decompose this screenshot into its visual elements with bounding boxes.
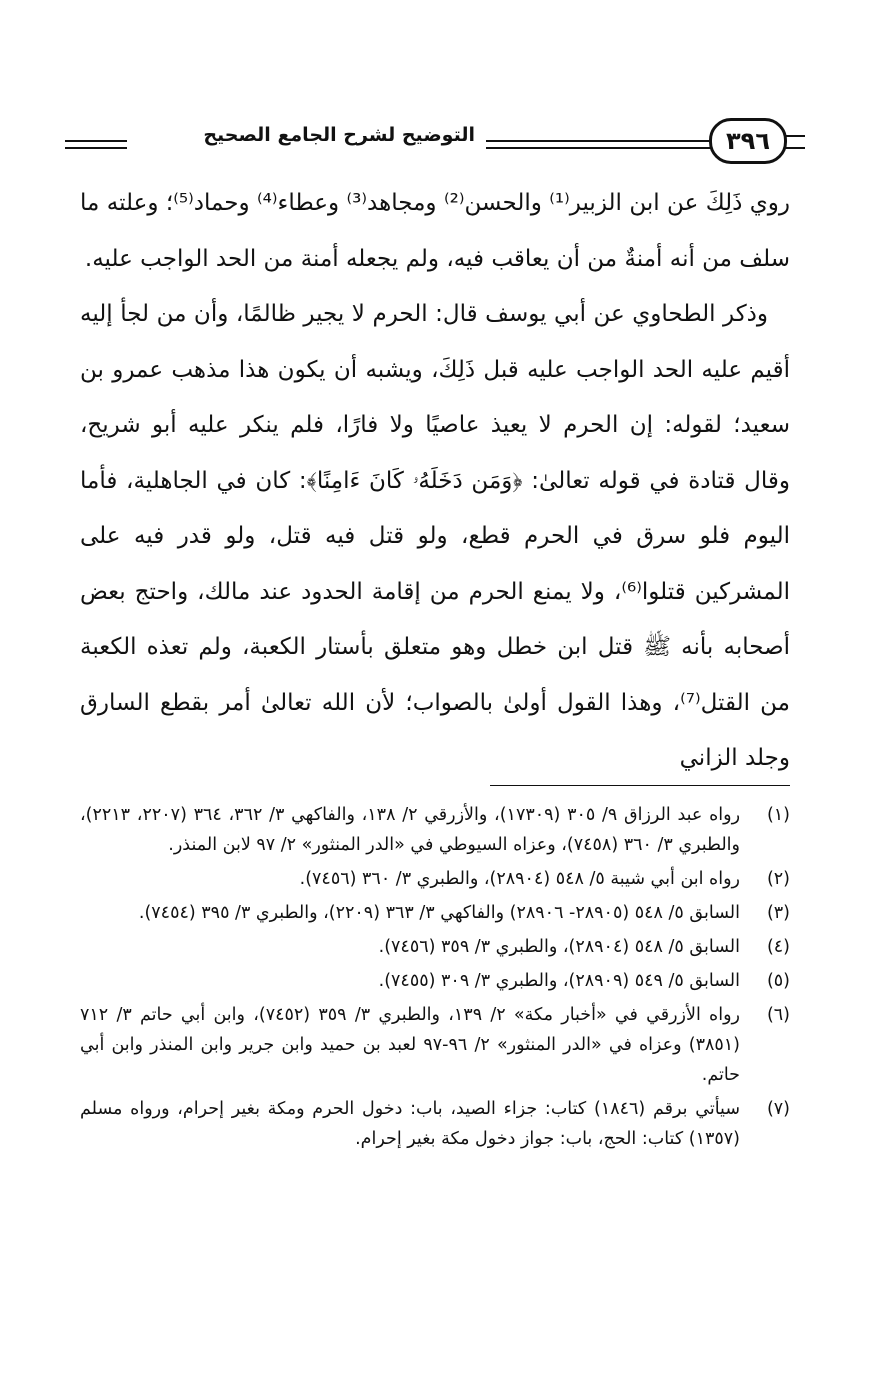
footnote-text: رواه ابن أبي شيبة ٥/ ٥٤٨ (٢٨٩٠٤)، والطبري ٣/ ٣٦٠ (٧٤٥٦).: [299, 869, 740, 889]
footnote-number: (٢): [766, 869, 790, 889]
footnote: [80, 966, 790, 996]
footnote-text: رواه عبد الرزاق ٩/ ٣٠٥ (١٧٣٠٩)، والأزرقي ٢/ ١٣٨، والفاكهي ٣/ ٣٦٢، ٣٦٤ (٢٢٠٧، ٢٢١٣)، والطبري ٣/ ٣٦٠ (٧٤٥٨)، وعزاه السيوطي في «الدر المنثور» ٢/ ٩٧ لابن المنذر.: [80, 805, 741, 855]
paragraph: وذكر الطحاوي عن أبي يوسف قال: الحرم لا يجير ظالمًا، وأن من لجأ إليه أقيم عليه الحد الواجب عليه قبل ذَلِكَ، ويشبه أن يكون هذا مذهب عمرو بن سعيد؛ لقوله: إن الحرم لا يعيذ عاصيًا ولا فارًا، فلم ينكر عليه أبو شريح، وقال قتادة في قوله تعالىٰ: ﴿وَمَن دَخَلَهُۥ كَانَ ءَامِنًا﴾: كان في الجاهلية، فأما اليوم فلو سرق في الحرم قطع، ولو قتل فيه قتل، ولو قدر فيه على المشركين قتلوا⁽⁶⁾، ولا يمنع الحرم من إقامة الحدود عند مالك، واحتج بعض أصحابه بأنه ﷺ قتل ابن خطل وهو متعلق بأستار الكعبة، ولم تعذه الكعبة من القتل⁽⁷⁾، وهذا القول أولىٰ بالصواب؛ لأن الله تعالىٰ أمر بقطع السارق وجلد الزاني: [80, 301, 790, 771]
footnote-number: (٥): [766, 971, 790, 991]
header-rule-right: [486, 140, 721, 149]
footnote-number: (٦): [766, 1005, 790, 1025]
footnote-number: (١): [766, 805, 790, 825]
running-header: [65, 118, 805, 162]
main-text: [80, 176, 790, 787]
page-number: ٣٩٦: [709, 118, 787, 164]
footnote: [80, 1094, 790, 1154]
footnote-text: السابق ٥/ ٥٤٨ (٢٨٩٠٥- ٢٨٩٠٦) والفاكهي ٣/ ٣٦٣ (٢٢٠٩)، والطبري ٣/ ٣٩٥ (٧٤٥٤).: [138, 903, 740, 923]
paragraph: روي ذَلِكَ عن ابن الزبير⁽¹⁾ والحسن⁽²⁾ ومجاهد⁽³⁾ وعطاء⁽⁴⁾ وحماد⁽⁵⁾؛ وعلته ما سلف من أنه أمنةٌ من أن يعاقب فيه، ولم يجعله أمنة من الحد الواجب عليه.: [80, 190, 790, 272]
footnote: [80, 800, 790, 860]
footnote: [80, 898, 790, 928]
footnote: [80, 864, 790, 894]
footnote-text: السابق ٥/ ٥٤٨ (٢٨٩٠٤)، والطبري ٣/ ٣٥٩ (٧٤٥٦).: [378, 937, 740, 957]
footnote-number: (٣): [766, 903, 790, 923]
header-title: التوضيح لشرح الجامع الصحيح: [203, 124, 475, 146]
footnote-text: سيأتي برقم (١٨٤٦) كتاب: جزاء الصيد، باب: دخول الحرم ومكة بغير إحرام، ورواه مسلم (١٣٥٧) كتاب: الحج، باب: جواز دخول مكة بغير إحرام.: [80, 1099, 740, 1149]
footnote-number: (٤): [766, 937, 790, 957]
footnote-number: (٧): [766, 1099, 790, 1119]
footnote-text: السابق ٥/ ٥٤٩ (٢٨٩٠٩)، والطبري ٣/ ٣٠٩ (٧٤٥٥).: [378, 971, 740, 991]
footnote-text: رواه الأزرقي في «أخبار مكة» ٢/ ١٣٩، والطبري ٣/ ٣٥٩ (٧٤٥٢)، وابن أبي حاتم ٣/ ٧١٢ (٣٨٥١) وعزاه في «الدر المنثور» ٢/ ٩٦-٩٧ لعبد بن حميد وابن جرير وابن المنذر وابن أبي حاتم.: [80, 1005, 740, 1085]
footnote: [80, 1000, 790, 1090]
header-rule-left: [65, 140, 127, 149]
footnote: [80, 932, 790, 962]
footnote-separator: [490, 785, 790, 786]
footnotes: [80, 800, 790, 1158]
